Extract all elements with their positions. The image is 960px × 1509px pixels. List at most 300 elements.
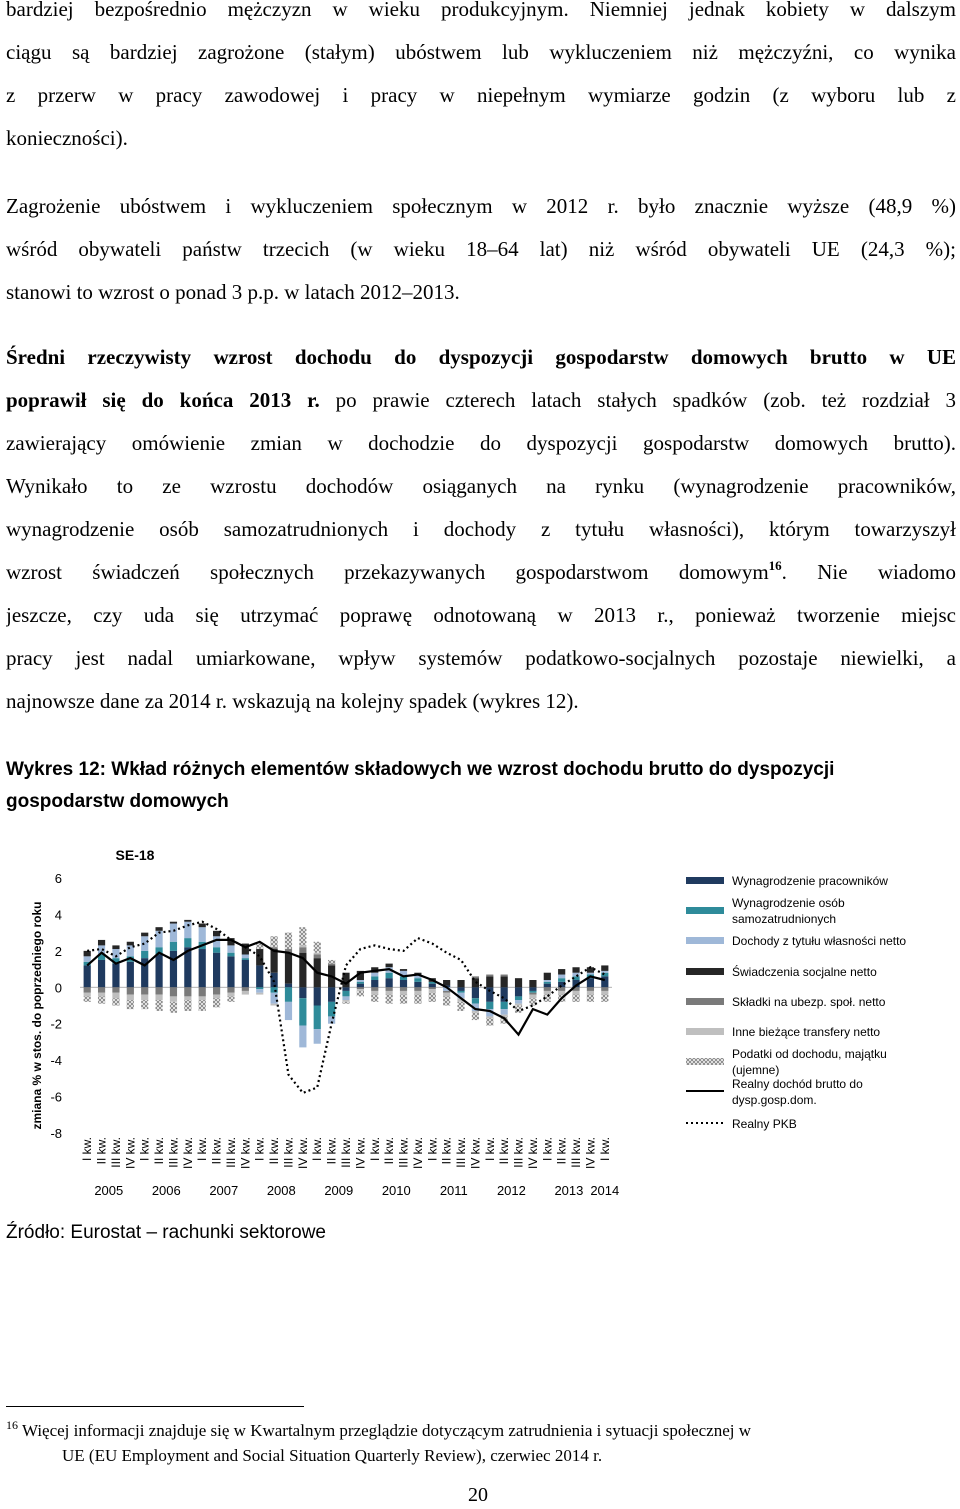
bar-segment bbox=[285, 984, 292, 988]
year-label: 2010 bbox=[381, 1183, 411, 1198]
bar-segment bbox=[227, 945, 234, 952]
bar-segment bbox=[357, 991, 364, 996]
figure-source: Źródło: Eurostat – rachunki sektorowe bbox=[6, 1222, 326, 1243]
bar-segment bbox=[501, 975, 508, 977]
x-tick-label: IV kw. bbox=[525, 1137, 540, 1170]
bar-segment bbox=[213, 947, 220, 952]
bar-segment bbox=[199, 949, 206, 987]
bar-segment bbox=[515, 987, 522, 996]
bar-segment bbox=[271, 936, 278, 947]
x-tick-label: IV kw. bbox=[410, 1137, 425, 1170]
bar-segment bbox=[400, 995, 407, 1004]
bar-segment bbox=[155, 1000, 162, 1011]
bar-segment bbox=[271, 949, 278, 973]
y-tick-label: -4 bbox=[50, 1053, 62, 1069]
y-tick-label: 0 bbox=[54, 980, 62, 996]
x-tick-label: I kw. bbox=[367, 1137, 382, 1162]
bar-segment bbox=[141, 1000, 148, 1009]
bar-segment bbox=[529, 980, 536, 987]
bar-segment bbox=[400, 969, 407, 971]
bar-segment bbox=[400, 991, 407, 995]
text-line: Wynikało to ze wzrostu dochodów osiąganych na rynku (wynagrodzenie pracowników, bbox=[6, 474, 956, 498]
bar-segment bbox=[457, 991, 464, 993]
legend-label: Składki na ubezp. społ. netto bbox=[732, 995, 886, 1009]
chart-axes bbox=[30, 847, 619, 1198]
bar-segment bbox=[314, 1006, 321, 1030]
bar-segment bbox=[501, 1009, 508, 1014]
caption-line: gospodarstw domowych bbox=[6, 791, 229, 812]
bar-segment bbox=[342, 1002, 349, 1004]
bar-segment bbox=[199, 924, 206, 928]
x-tick-label: II kw. bbox=[267, 1137, 282, 1165]
paragraph-2 bbox=[6, 185, 956, 314]
bar-segment bbox=[601, 973, 608, 977]
x-tick-label: II kw. bbox=[554, 1137, 569, 1165]
bar-segment bbox=[256, 993, 263, 995]
text-line: pracy jest nadal umiarkowane, wpływ systemów podatkowo-socjalnych pozostaje niewielki, a bbox=[6, 646, 956, 670]
footnote-text: UE (EU Employment and Social Situation Quarterly Review), czerwiec 2014 r. bbox=[62, 1446, 603, 1465]
bar-segment bbox=[184, 996, 191, 1000]
bar-segment bbox=[472, 1013, 479, 1020]
bar-segment bbox=[429, 993, 436, 1002]
bar-segment bbox=[342, 991, 349, 996]
year-label: 2011 bbox=[439, 1183, 468, 1198]
bar-segment bbox=[328, 964, 335, 966]
bar-segment bbox=[112, 987, 119, 992]
bar-segment bbox=[213, 995, 220, 999]
bar-segment bbox=[544, 991, 551, 995]
bar-segment bbox=[429, 989, 436, 993]
text-line: zawierający omówienie zmian w dochodzie do dyspozycji gospodarstw domowych brutto). bbox=[6, 431, 956, 455]
x-tick-label: II kw. bbox=[382, 1137, 397, 1165]
x-tick-label: IV kw. bbox=[353, 1137, 368, 1170]
text-line bbox=[6, 379, 956, 422]
bar-segment bbox=[299, 1026, 306, 1048]
x-tick-label: IV kw. bbox=[583, 1137, 598, 1170]
bar-segment bbox=[299, 987, 306, 998]
bar-segment bbox=[112, 993, 119, 998]
bar-segment bbox=[429, 984, 436, 988]
x-tick-label: III kw. bbox=[339, 1137, 353, 1168]
bar-segment bbox=[299, 927, 306, 945]
bar-segment bbox=[84, 987, 91, 992]
bar-segment bbox=[328, 1002, 335, 1017]
bar-segment bbox=[184, 1000, 191, 1011]
legend-label: Wynagrodzenie osób bbox=[732, 896, 845, 910]
legend-swatch bbox=[686, 1028, 724, 1035]
x-tick-label: IV kw. bbox=[180, 1137, 195, 1170]
bar-segment bbox=[199, 1000, 206, 1011]
text-line bbox=[6, 551, 956, 594]
bar-segment bbox=[184, 920, 191, 922]
bar-segment bbox=[242, 991, 249, 995]
bar-segment bbox=[601, 995, 608, 1002]
bar-segment bbox=[386, 973, 393, 978]
bar-segment bbox=[285, 1002, 292, 1020]
income-contribution-chart bbox=[0, 840, 960, 1210]
bar-segment bbox=[213, 987, 220, 994]
chart-title: SE-18 bbox=[115, 847, 155, 863]
bar-segment bbox=[400, 980, 407, 987]
bar-segment bbox=[357, 982, 364, 984]
legend-label: dysp.gosp.dom. bbox=[732, 1093, 817, 1107]
text-line: najnowsze dane za 2014 r. wskazują na kolejny spadek (wykres 12). bbox=[6, 689, 579, 713]
bar-segment bbox=[544, 980, 551, 982]
bar-segment bbox=[558, 978, 565, 982]
bar-segment bbox=[227, 987, 234, 992]
bar-segment bbox=[572, 967, 579, 972]
x-tick-label: IV kw. bbox=[238, 1137, 253, 1170]
bar-segment bbox=[155, 955, 162, 988]
bar-segment bbox=[472, 998, 479, 1003]
x-tick-label: I kw. bbox=[195, 1137, 210, 1162]
bar-segment bbox=[357, 980, 364, 982]
bar-segment bbox=[386, 991, 393, 995]
bar-segment bbox=[544, 987, 551, 991]
bar-segment bbox=[601, 965, 608, 970]
bar-segment bbox=[371, 976, 378, 980]
bar-segment bbox=[84, 956, 91, 961]
legend-label: Wynagrodzenie pracowników bbox=[732, 874, 888, 888]
text-line: jeszcze, czy uda się utrzymać poprawę odnotowaną w 2013 r., ponieważ tworzenie miejsc bbox=[6, 603, 956, 627]
bar-segment bbox=[342, 987, 349, 991]
phrase: . Nie wiadomo bbox=[781, 560, 956, 584]
x-tick-label: III kw. bbox=[224, 1137, 238, 1168]
bar-segment bbox=[127, 995, 134, 1000]
bar-segment bbox=[314, 987, 321, 1005]
y-tick-label: -2 bbox=[50, 1016, 62, 1032]
text-line: Zagrożenie ubóstwem i wykluczeniem społecznym w 2012 r. było znacznie wyższe (48,9 %) bbox=[6, 194, 956, 218]
x-tick-label: I kw. bbox=[597, 1137, 612, 1162]
year-label: 2012 bbox=[496, 1183, 526, 1198]
bar-segment bbox=[98, 987, 105, 992]
bar-segment bbox=[386, 987, 393, 991]
bar-segment bbox=[170, 987, 177, 996]
bar-segment bbox=[515, 1004, 522, 1006]
bar-segment bbox=[285, 987, 292, 1002]
bar-segment bbox=[141, 933, 148, 937]
bar-segment bbox=[544, 973, 551, 980]
bar-segment bbox=[386, 995, 393, 1004]
bar-segment bbox=[515, 996, 522, 1000]
bar-segment bbox=[429, 987, 436, 989]
bar-segment bbox=[271, 987, 278, 992]
legend-label: (ujemne) bbox=[732, 1063, 780, 1077]
y-tick-label: -6 bbox=[50, 1089, 62, 1105]
footnote-separator bbox=[6, 1406, 304, 1407]
bar-segment bbox=[414, 987, 421, 991]
x-tick-label: II kw. bbox=[152, 1137, 167, 1165]
bar-segment bbox=[299, 947, 306, 952]
paragraph-1 bbox=[6, 0, 956, 160]
bar-segment bbox=[486, 1016, 493, 1018]
gdp-line bbox=[87, 922, 605, 1093]
bar-segment bbox=[127, 987, 134, 994]
y-axis-label: zmiana % w stos. do poprzedniego roku bbox=[30, 901, 44, 1130]
bar-segment bbox=[371, 980, 378, 987]
bar-segment bbox=[558, 969, 565, 974]
bar-segment bbox=[443, 980, 450, 985]
bar-segment bbox=[141, 951, 148, 958]
bar-segment bbox=[199, 996, 206, 1000]
bar-segment bbox=[486, 975, 493, 977]
bar-segment bbox=[242, 958, 249, 960]
bar-segment bbox=[256, 949, 263, 965]
bar-segment bbox=[544, 984, 551, 988]
year-label: 2013 bbox=[554, 1183, 584, 1198]
legend-label: Realny PKB bbox=[732, 1117, 797, 1131]
legend-label: Świadczenia socjalne netto bbox=[732, 965, 877, 979]
bar-segment bbox=[587, 973, 594, 975]
bar-segment bbox=[371, 991, 378, 995]
x-tick-label: I kw. bbox=[425, 1137, 440, 1162]
bar-segment bbox=[98, 993, 105, 997]
bar-segment bbox=[155, 927, 162, 931]
bar-segment bbox=[127, 1000, 134, 1009]
legend-swatch bbox=[686, 1058, 724, 1065]
x-tick-label: I kw. bbox=[80, 1137, 95, 1162]
bar-segment bbox=[271, 993, 278, 1004]
bar-segment bbox=[256, 965, 263, 987]
bar-segment bbox=[141, 987, 148, 994]
bar-segment bbox=[486, 1002, 493, 1009]
y-tick-label: 4 bbox=[54, 907, 62, 923]
bar-segment bbox=[529, 987, 536, 991]
bar-segment bbox=[371, 987, 378, 991]
x-tick-label: II kw. bbox=[209, 1137, 224, 1165]
phrase: wzrost świadczeń społecznych przekazywanych gospodarstwom domowym bbox=[6, 560, 769, 584]
chart-legend bbox=[686, 874, 906, 1131]
bar-segment bbox=[457, 987, 464, 991]
bold-phrase: poprawił się do końca 2013 r. bbox=[6, 388, 320, 412]
legend-swatch bbox=[686, 877, 724, 884]
bar-segment bbox=[457, 1002, 464, 1011]
bar-segment bbox=[342, 996, 349, 1000]
bar-segment bbox=[98, 996, 105, 1003]
text-line-bold: Średni rzeczywisty wzrost dochodu do dyspozycji gospodarstw domowych brutto w UE bbox=[6, 345, 956, 369]
bar-segment bbox=[386, 978, 393, 987]
legend-swatch bbox=[686, 968, 724, 975]
bar-segment bbox=[529, 991, 536, 993]
bar-segment bbox=[314, 942, 321, 953]
bar-segment bbox=[227, 953, 234, 957]
legend-label: Dochody z tytułu własności netto bbox=[732, 934, 907, 948]
bar-segment bbox=[457, 980, 464, 987]
bar-segment bbox=[515, 978, 522, 987]
bar-segment bbox=[486, 976, 493, 987]
page-number: 20 bbox=[468, 1484, 488, 1506]
bar-segment bbox=[170, 996, 177, 1001]
footnote bbox=[6, 1418, 936, 1468]
bar-segment bbox=[285, 933, 292, 949]
bar-segment bbox=[299, 945, 306, 947]
bar-segment bbox=[486, 987, 493, 1002]
bar-segment bbox=[127, 942, 134, 946]
bar-segment bbox=[515, 1000, 522, 1004]
legend-swatch bbox=[686, 907, 724, 914]
year-label: 2014 bbox=[590, 1183, 620, 1198]
bar-segment bbox=[84, 996, 91, 1001]
bar-segment bbox=[601, 976, 608, 987]
bar-segment bbox=[199, 927, 206, 942]
bar-segment bbox=[184, 922, 191, 938]
bar-segment bbox=[371, 973, 378, 977]
legend-label: Realny dochód brutto do bbox=[732, 1077, 863, 1091]
x-tick-label: II kw. bbox=[324, 1137, 339, 1165]
x-tick-label: III kw. bbox=[569, 1137, 584, 1168]
y-tick-label: 2 bbox=[54, 943, 62, 959]
year-label: 2007 bbox=[209, 1183, 239, 1198]
bar-segment bbox=[443, 996, 450, 1005]
bar-segment bbox=[472, 976, 479, 978]
x-tick-label: II kw. bbox=[497, 1137, 512, 1165]
footnote-marker: 16 bbox=[6, 1418, 18, 1432]
text-line: ciągu są bardziej zagrożone (stałym) ubóstwem lub wykluczeniem niż mężczyźni, co wynika bbox=[6, 40, 956, 64]
bar-segment bbox=[112, 964, 119, 988]
bar-segment bbox=[227, 956, 234, 987]
bar-segment bbox=[285, 953, 292, 984]
x-tick-label: III kw. bbox=[396, 1137, 411, 1168]
caption-line: Wykres 12: Wkład różnych elementów składowych we wzrost dochodu brutto do dyspozycji bbox=[6, 759, 835, 780]
bar-segment bbox=[155, 995, 162, 1000]
bar-segment bbox=[242, 987, 249, 991]
bar-segment bbox=[501, 976, 508, 987]
x-tick-label: IV kw. bbox=[295, 1137, 310, 1170]
bar-segment bbox=[443, 991, 450, 993]
bar-segment bbox=[256, 987, 263, 989]
phrase: po prawie czterech latach stałych spadków (zob. też rozdział 3 bbox=[319, 388, 956, 412]
bar-segment bbox=[558, 991, 565, 995]
bar-segment bbox=[601, 991, 608, 995]
footnote-text: Więcej informacji znajduje się w Kwartalnym przeglądzie dotyczącym zatrudnienia i sytuacji społecznej w bbox=[21, 1421, 752, 1440]
bar-segment bbox=[587, 978, 594, 987]
bar-segment bbox=[357, 984, 364, 988]
x-tick-label: IV kw. bbox=[123, 1137, 138, 1170]
bar-segment bbox=[472, 987, 479, 998]
bar-segment bbox=[256, 989, 263, 993]
text-line: stanowi to wzrost o ponad 3 p.p. w latach 2012–2013. bbox=[6, 280, 460, 304]
bar-segment bbox=[558, 975, 565, 979]
x-tick-label: I kw. bbox=[137, 1137, 152, 1162]
bar-segment bbox=[342, 1000, 349, 1002]
bar-segment bbox=[98, 940, 105, 945]
bar-segment bbox=[414, 991, 421, 995]
bar-segment bbox=[227, 993, 234, 997]
bar-segment bbox=[601, 971, 608, 973]
legend-label: Podatki od dochodu, majątku bbox=[732, 1047, 887, 1061]
bar-segment bbox=[414, 982, 421, 987]
footnote-ref[interactable]: 16 bbox=[768, 558, 782, 573]
x-tick-label: III kw. bbox=[281, 1137, 296, 1168]
y-tick-label: -8 bbox=[50, 1126, 62, 1141]
bar-segment bbox=[443, 993, 450, 997]
year-label: 2009 bbox=[324, 1183, 354, 1198]
bar-segment bbox=[84, 965, 91, 987]
bar-segment bbox=[112, 945, 119, 949]
bar-segment bbox=[357, 989, 364, 991]
bar-segment bbox=[414, 978, 421, 982]
text-line: konieczności). bbox=[6, 126, 128, 150]
x-tick-label: II kw. bbox=[94, 1137, 109, 1165]
bar-segment bbox=[486, 1018, 493, 1025]
y-tick-label: 6 bbox=[54, 871, 62, 886]
bar-segment bbox=[199, 987, 206, 996]
bar-segment bbox=[572, 995, 579, 1002]
x-tick-label: I kw. bbox=[540, 1137, 555, 1162]
bar-segment bbox=[213, 931, 220, 936]
bar-segment bbox=[184, 938, 191, 947]
bar-segment bbox=[213, 953, 220, 988]
chart-lines bbox=[87, 922, 605, 1093]
bar-segment bbox=[572, 991, 579, 995]
bar-segment bbox=[242, 960, 249, 987]
text-line: z przerw w pracy zawodowej i pracy w niepełnym wymiarze godzin (z wyboru lub z bbox=[6, 83, 956, 107]
x-tick-label: III kw. bbox=[454, 1137, 468, 1168]
bar-segment bbox=[170, 922, 177, 924]
bar-segment bbox=[170, 924, 177, 942]
year-label: 2006 bbox=[151, 1183, 181, 1198]
bar-segment bbox=[84, 951, 91, 956]
x-tick-label: III kw. bbox=[166, 1137, 181, 1168]
x-tick-label: III kw. bbox=[108, 1137, 123, 1168]
figure-caption bbox=[6, 754, 834, 818]
year-label: 2005 bbox=[94, 1183, 124, 1198]
bar-segment bbox=[141, 995, 148, 1000]
bar-segment bbox=[170, 951, 177, 987]
bar-segment bbox=[357, 987, 364, 989]
text-line: wśród obywateli państw trzecich (w wieku 18–64 lat) niż wśród obywateli UE (24,3 %); bbox=[6, 237, 956, 261]
bar-segment bbox=[587, 995, 594, 1002]
bar-segment bbox=[328, 960, 335, 964]
x-tick-label: I kw. bbox=[482, 1137, 497, 1162]
legend-swatch bbox=[686, 998, 724, 1005]
bar-segment bbox=[84, 993, 91, 997]
bar-segment bbox=[170, 942, 177, 951]
x-tick-label: I kw. bbox=[252, 1137, 267, 1162]
year-label: 2008 bbox=[266, 1183, 296, 1198]
x-tick-label: IV kw. bbox=[468, 1137, 483, 1170]
bar-segment bbox=[529, 993, 536, 995]
bar-segment bbox=[213, 998, 220, 1007]
bar-segment bbox=[314, 955, 321, 959]
bar-segment bbox=[558, 987, 565, 991]
x-tick-label: II kw. bbox=[439, 1137, 454, 1165]
legend-label: samozatrudnionych bbox=[732, 912, 837, 926]
text-line: wynagrodzenie osób samozatrudnionych i dochody z tytułu własności), którym towarzyszył bbox=[6, 517, 956, 541]
bar-segment bbox=[544, 982, 551, 984]
bar-segment bbox=[529, 995, 536, 999]
bar-segment bbox=[170, 1002, 177, 1013]
bar-segment bbox=[587, 987, 594, 991]
x-tick-label: I kw. bbox=[310, 1137, 325, 1162]
bar-segment bbox=[314, 953, 321, 955]
bar-segment bbox=[299, 998, 306, 1025]
bar-segment bbox=[414, 995, 421, 1004]
legend-label: Inne bieżące transfery netto bbox=[732, 1025, 881, 1039]
bar-segment bbox=[501, 1002, 508, 1009]
paragraph-3 bbox=[6, 336, 956, 723]
bar-segment bbox=[601, 987, 608, 991]
bar-segment bbox=[184, 987, 191, 996]
bar-segment bbox=[127, 962, 134, 988]
text-line: bardziej bezpośrednio mężczyzn w wieku produkcyjnym. Niemniej jednak kobiety w dalszym bbox=[6, 0, 956, 21]
bar-segment bbox=[386, 964, 393, 968]
legend-swatch bbox=[686, 937, 724, 944]
bar-segment bbox=[155, 987, 162, 994]
bar-segment bbox=[472, 1011, 479, 1013]
x-tick-label: III kw. bbox=[511, 1137, 526, 1168]
bar-segment bbox=[371, 995, 378, 1002]
